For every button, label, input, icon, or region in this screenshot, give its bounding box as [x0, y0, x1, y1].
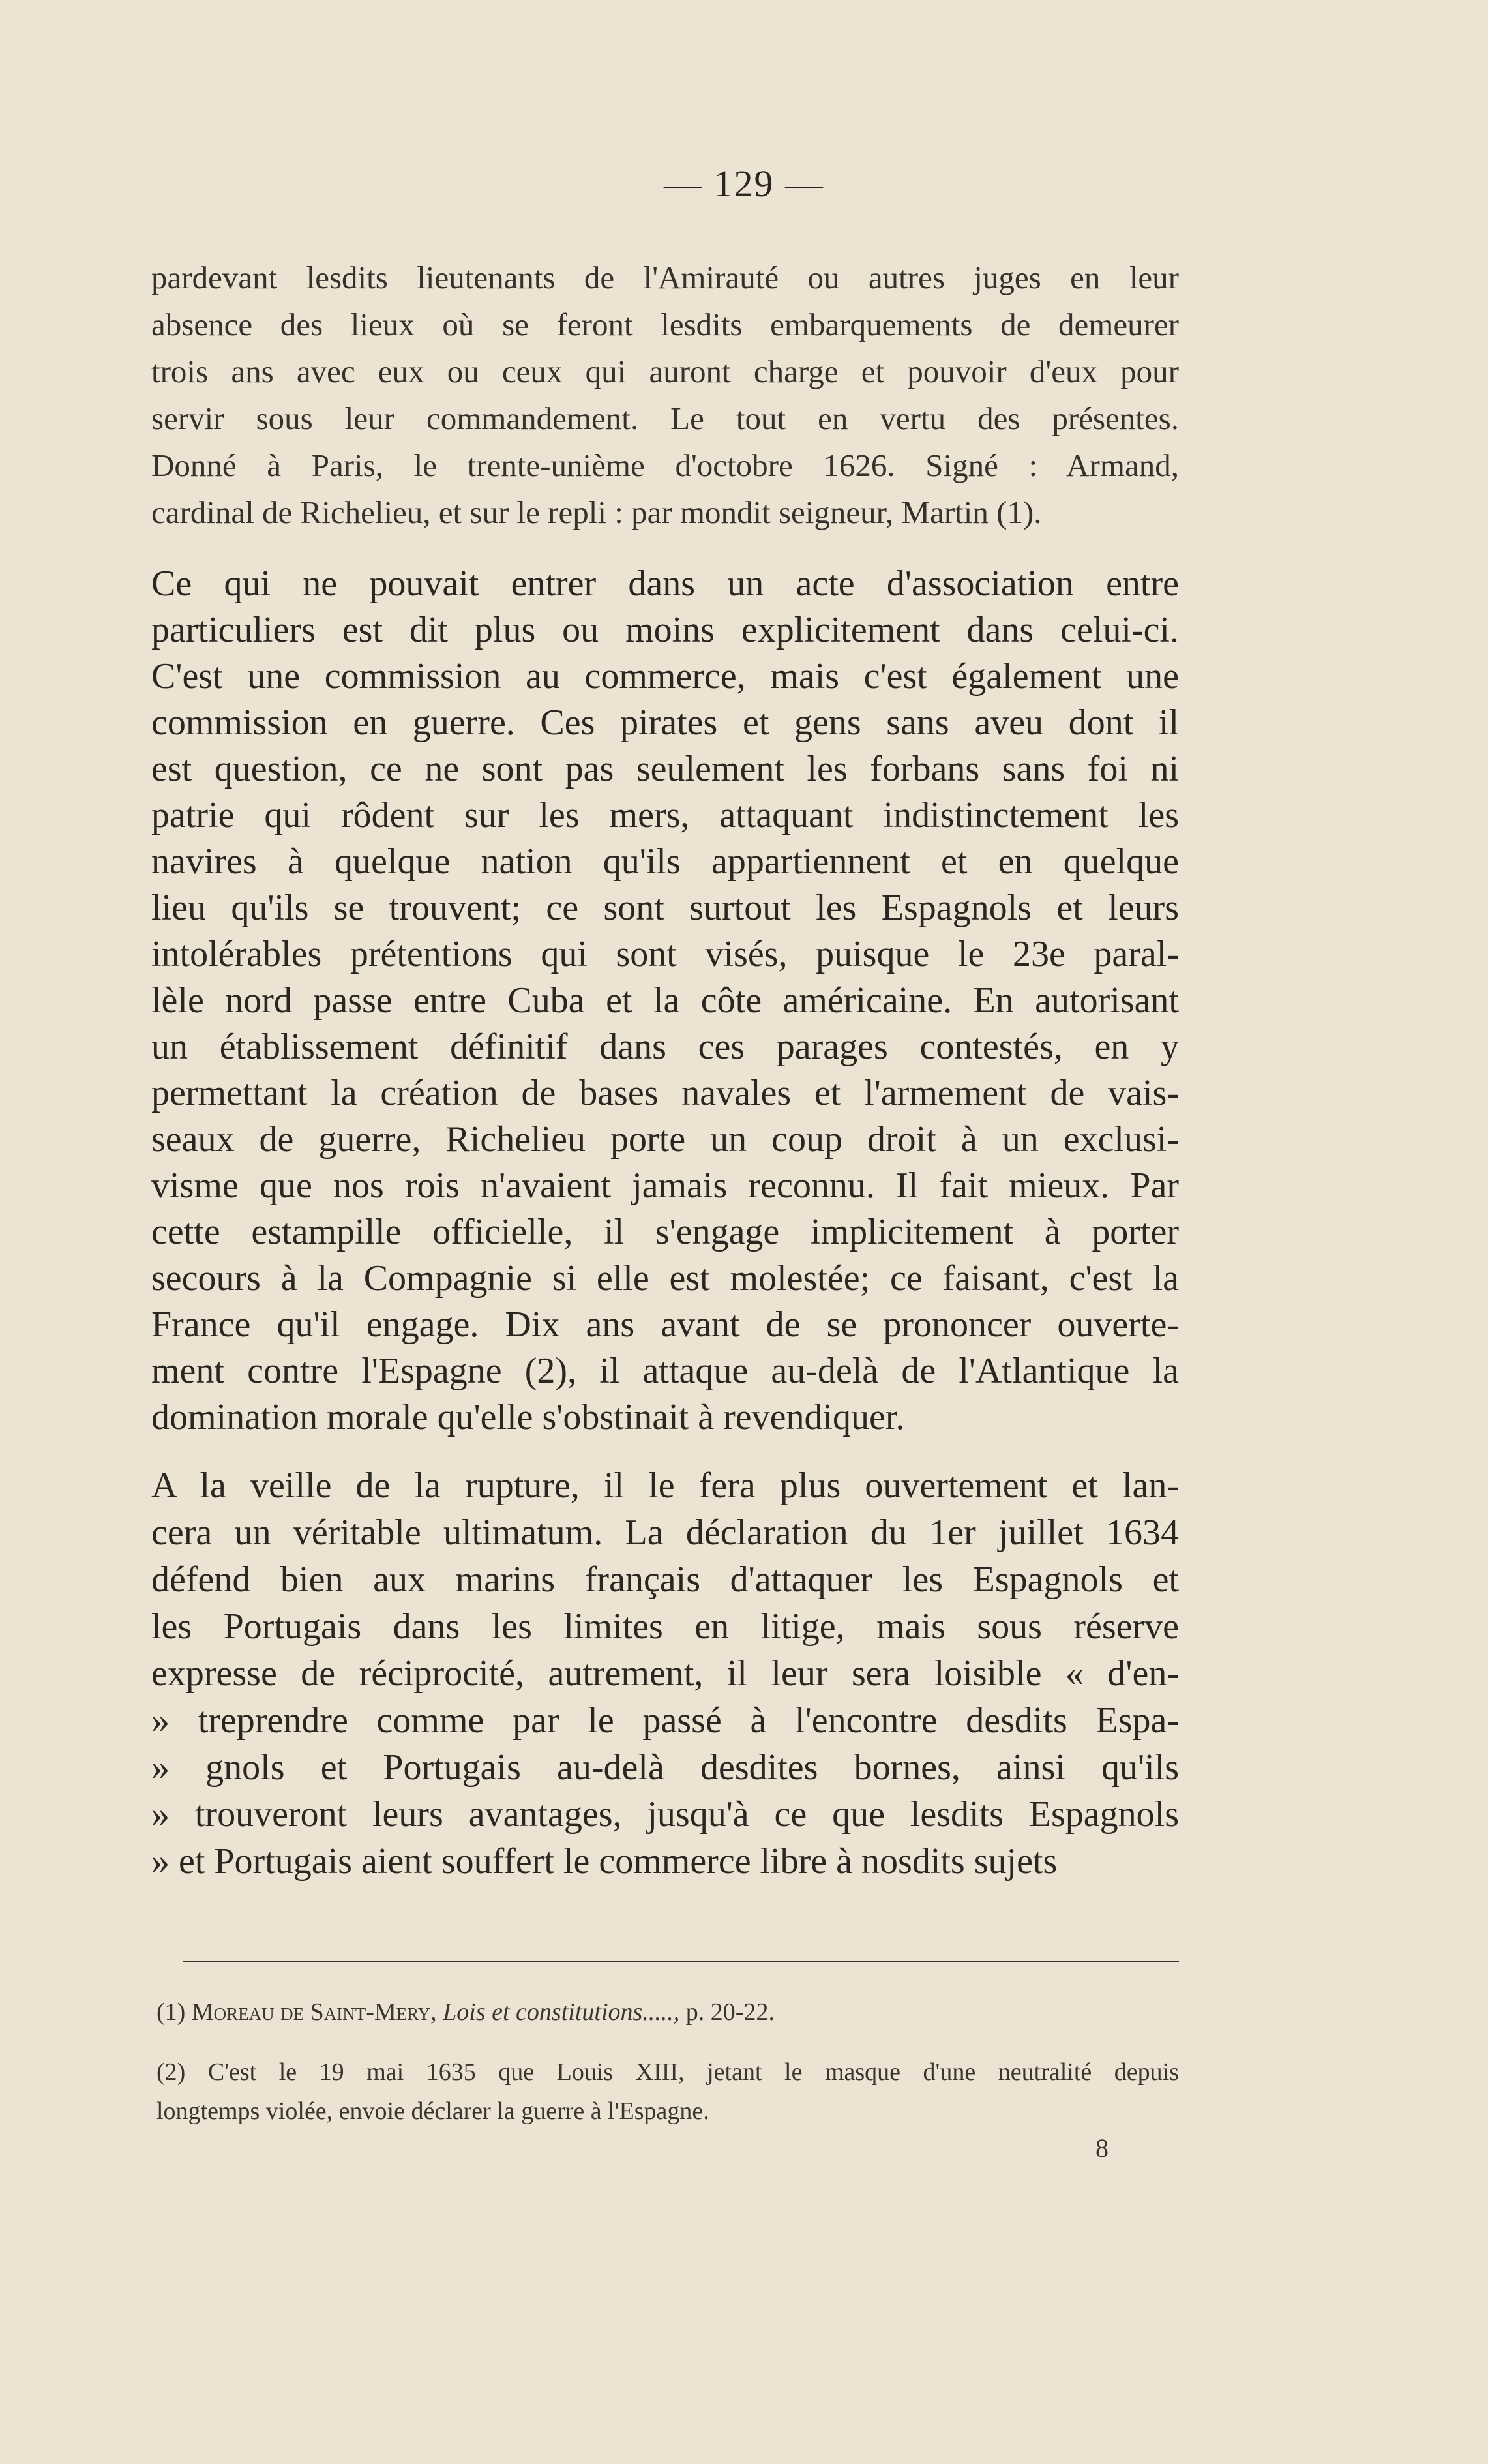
text-line: ment contre l'Espagne (2), il attaque au-delà de l'Atlantique la [151, 1351, 1179, 1391]
footnote-line: (2) C'est le 19 mai 1635 que Louis XIII, jetant le masque d'une neutralité depuis [156, 2058, 1179, 2086]
text-line: permettant la création de bases navales et l'armement de vais- [151, 1073, 1179, 1113]
text-line: cera un véritable ultimatum. La déclaration du 1er juillet 1634 [151, 1512, 1179, 1553]
footnote-title: Lois et constitutions....., [443, 1998, 680, 2026]
text-line: secours à la Compagnie si elle est molestée; ce faisant, c'est la [151, 1258, 1179, 1299]
text-line: patrie qui rôdent sur les mers, attaquant indistinctement les [151, 795, 1179, 835]
text-line: est question, ce ne sont pas seulement les forbans sans foi ni [151, 749, 1179, 789]
text-line: expresse de réciprocité, autrement, il leur sera loisible « d'en- [151, 1653, 1179, 1694]
text-line: domination morale qu'elle s'obstinait à revendiquer. [151, 1397, 905, 1437]
text-line: défend bien aux marins français d'attaquer les Espagnols et [151, 1559, 1179, 1600]
text-line: » gnols et Portugais au-delà desdites bornes, ainsi qu'ils [151, 1747, 1179, 1788]
text-line: trois ans avec eux ou ceux qui auront charge et pouvoir d'eux pour [151, 353, 1179, 389]
footnote-1 [156, 1992, 1179, 2032]
text-line: servir sous leur commandement. Le tout en vertu des présentes. [151, 400, 1179, 436]
text-line: » et Portugais aient souffert le commerce libre à nosdits sujets [151, 1841, 1058, 1882]
text-line: pardevant lesdits lieutenants de l'Amirauté ou autres juges en leur [151, 260, 1179, 295]
footnote-line: longtemps violée, envoie déclarer la guerre à l'Espagne. [156, 2097, 709, 2125]
text-line: cette estampille officielle, il s'engage implicitement à porter [151, 1212, 1179, 1252]
footnote-pages: p. 20-22. [685, 1998, 775, 2026]
footnote-separator-rule [183, 1961, 1179, 1962]
text-line: » treprendre comme par le passé à l'encontre desdits Espa- [151, 1700, 1179, 1741]
text-line: seaux de guerre, Richelieu porte un coup droit à un exclusi- [151, 1119, 1179, 1160]
text-line: A la veille de la rupture, il le fera plus ouvertement et lan- [151, 1465, 1179, 1506]
text-line: un établissement définitif dans ces parages contestés, en y [151, 1027, 1179, 1067]
body-paragraph-2 [151, 1462, 1179, 1885]
footnote-author: Moreau de Saint-Mery, [191, 1998, 437, 2026]
text-line: » trouveront leurs avantages, jusqu'à ce que lesdits Espagnols [151, 1794, 1179, 1835]
text-line: C'est une commission au commerce, mais c'est également une [151, 656, 1179, 697]
signature-mark: 8 [1095, 2133, 1109, 2163]
quoted-commission-text [151, 254, 1179, 536]
page-number: — 129 — [664, 162, 824, 205]
text-line: absence des lieux où se feront lesdits embarquements de demeurer [151, 307, 1179, 342]
text-line: France qu'il engage. Dix ans avant de se prononcer ouverte- [151, 1304, 1179, 1345]
text-line: Ce qui ne pouvait entrer dans un acte d'association entre [151, 563, 1179, 604]
footnote-marker: (1) [156, 1998, 186, 2026]
body-paragraph-1 [151, 561, 1179, 1441]
footnote-2 [156, 2052, 1179, 2131]
text-line: navires à quelque nation qu'ils appartiennent et en quelque [151, 841, 1179, 882]
text-line: lieu qu'ils se trouvent; ce sont surtout les Espagnols et leurs [151, 888, 1179, 928]
footnotes [156, 1992, 1179, 2131]
text-line: intolérables prétentions qui sont visés, puisque le 23e paral- [151, 934, 1179, 974]
text-line: lèle nord passe entre Cuba et la côte américaine. En autorisant [151, 980, 1179, 1021]
text-line: Donné à Paris, le trente-unième d'octobre 1626. Signé : Armand, [151, 447, 1179, 483]
text-line: commission en guerre. Ces pirates et gens sans aveu dont il [151, 702, 1179, 743]
text-line: particuliers est dit plus ou moins explicitement dans celui-ci. [151, 610, 1179, 650]
text-line: cardinal de Richelieu, et sur le repli : par mondit seigneur, Martin (1). [151, 494, 1042, 530]
text-line: visme que nos rois n'avaient jamais reconnu. Il fait mieux. Par [151, 1165, 1179, 1206]
text-line: les Portugais dans les limites en litige, mais sous réserve [151, 1606, 1179, 1647]
